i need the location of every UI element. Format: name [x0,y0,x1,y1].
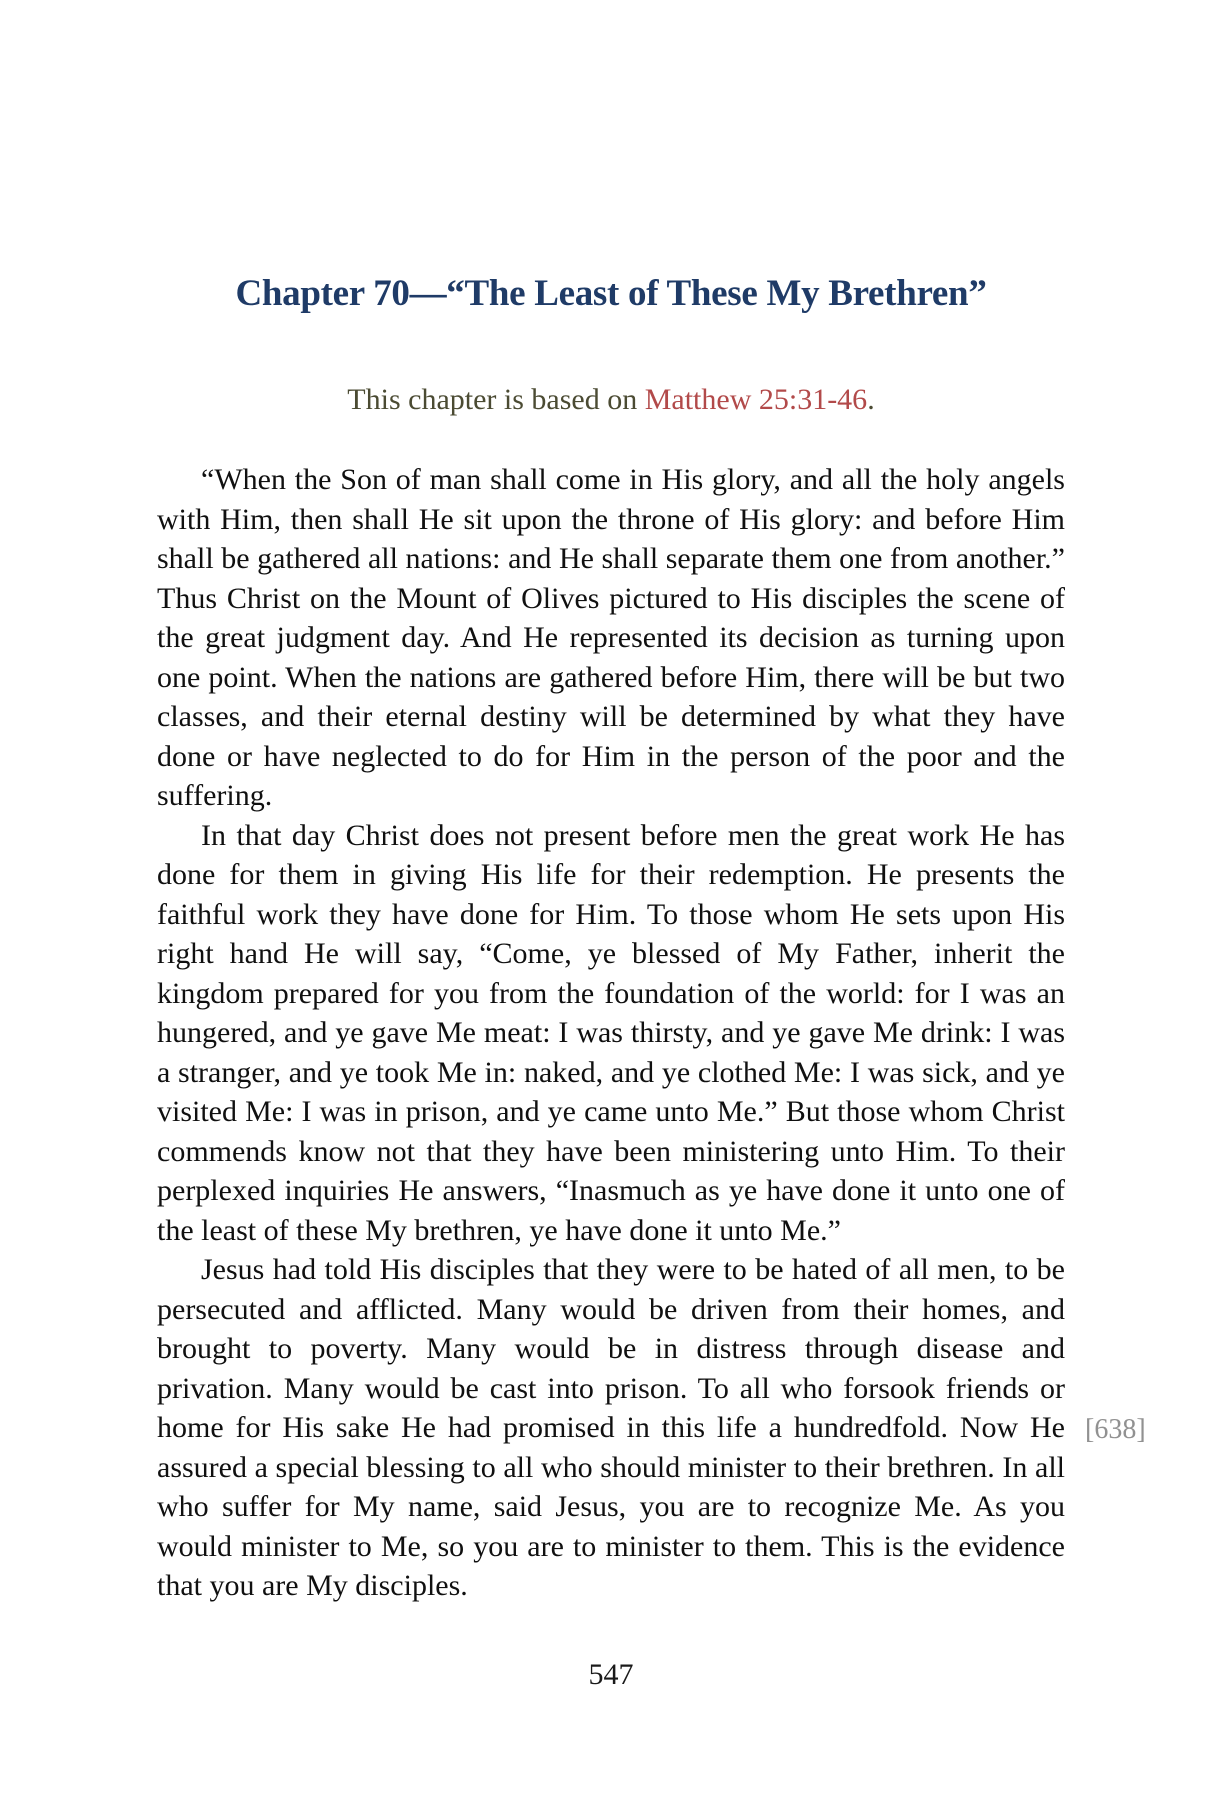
page-number: 547 [588,1658,634,1691]
chapter-body [157,460,1065,1606]
paragraph-3: Jesus had told His disciples that they were to be hated of all men, to be persecuted and afflicted. Many would be driven from their homes, and brought to poverty. Many would be in distress through disease and privation. Many would be cast into prison. To all who forsook friends or home for His sake He had promised in this life a hundredfold. Now He assured a special blessing to all who should minister to their brethren. In all who suffer for My name, said Jesus, you are to recognize Me. As you would minister to Me, so you are to minister to them. This is the evidence that you are My disciples. [157,1253,1065,1602]
scripture-reference-link[interactable]: Matthew 25:31-46 [644,383,868,416]
paragraph-1: “When the Son of man shall come in His glory, and all the holy angels with Him, then shall He sit upon the throne of His glory: and before Him shall be gathered all nations: and He shall separate them one from another.” Thus Christ on the Mount of Olives pictured to His disciples the scene of the great judgment day. And He represented its decision as turning upon one point. When the nations are gathered before Him, there will be but two classes, and their eternal destiny will be determined by what they have done or have neglected to do for Him in the person of the poor and the suffering. [157,463,1065,812]
subtitle-period: . [867,383,875,416]
chapter-title: Chapter 70—“The Least of These My Brethren” [235,273,987,314]
subtitle-text: This chapter is based on [347,383,645,416]
print-page-break-marker: [638] [1085,1414,1146,1445]
chapter-subtitle [157,383,1065,417]
paragraph-2: In that day Christ does not present before men the great work He has done for them in giving His life for their redemption. He presents the faithful work they have done for Him. To those whom He sets upon His right hand He will say, “Come, ye blessed of My Father, inherit the kingdom prepared for you from the foundation of the world: for I was an hungered, and ye gave Me meat: I was thirsty, and ye gave Me drink: I was a stranger, and ye took Me in: naked, and ye clothed Me: I was sick, and ye visited Me: I was in prison, and ye came unto Me.” But those whom Christ commends know not that they have been ministering unto Him. To their perplexed inquiries He answers, “Inasmuch as ye have done it unto one of the least of these My brethren, ye have done it unto Me.” [157,818,1065,1247]
